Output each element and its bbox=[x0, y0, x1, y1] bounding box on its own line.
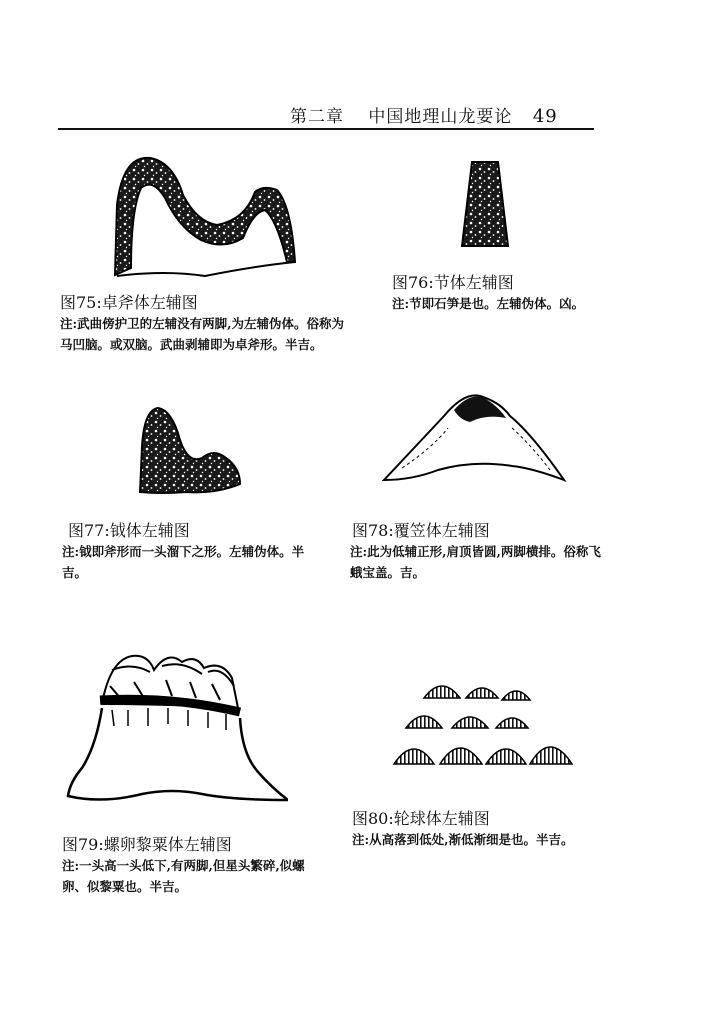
figure-80-title: 图80:轮球体左辅图 bbox=[352, 809, 490, 828]
figure-80-illustration bbox=[392, 676, 577, 772]
figure-80-note: 注:从高落到低处,渐低渐细是也。半吉。 bbox=[352, 832, 574, 847]
chapter-title: 中国地理山龙要论 bbox=[368, 107, 513, 127]
figure-76-illustration bbox=[460, 158, 510, 250]
figure-78-illustration bbox=[382, 388, 567, 488]
figure-78-note: 注:此为低辅正形,肩顶皆圆,两脚横排。俗称飞蛾宝盖。吉。 bbox=[350, 544, 601, 580]
figure-76-title: 图76:节体左辅图 bbox=[392, 273, 514, 292]
figure-78-title: 图78:覆笠体左辅图 bbox=[352, 521, 490, 540]
figure-77-illustration bbox=[136, 402, 246, 498]
page-number: 49 bbox=[532, 106, 558, 127]
running-header bbox=[290, 102, 558, 127]
figure-79-illustration bbox=[62, 646, 288, 806]
figure-79-note: 注:一头高一头低下,有两脚,但星头繁碎,似螺卵、似黎粟也。半吉。 bbox=[62, 858, 305, 894]
figure-77-title: 图77:钺体左辅图 bbox=[68, 521, 190, 540]
chapter-label: 第二章 bbox=[290, 107, 344, 127]
figure-75-note: 注:武曲傍护卫的左辅没有两脚,为左辅伪体。俗称为马凹脑。或双脑。武曲剥辅即为卓斧形。半吉。 bbox=[60, 316, 344, 352]
figure-75-illustration bbox=[105, 150, 305, 282]
figure-77-note: 注:钺即斧形而一头溜下之形。左辅伪体。半吉。 bbox=[62, 544, 305, 580]
figure-76-note: 注:节即石笋是也。左辅伪体。凶。 bbox=[392, 296, 585, 311]
figure-75-title: 图75:卓斧体左辅图 bbox=[60, 293, 198, 312]
header-rule bbox=[58, 128, 594, 130]
figure-79-title: 图79:螺卵黎粟体左辅图 bbox=[62, 835, 232, 854]
